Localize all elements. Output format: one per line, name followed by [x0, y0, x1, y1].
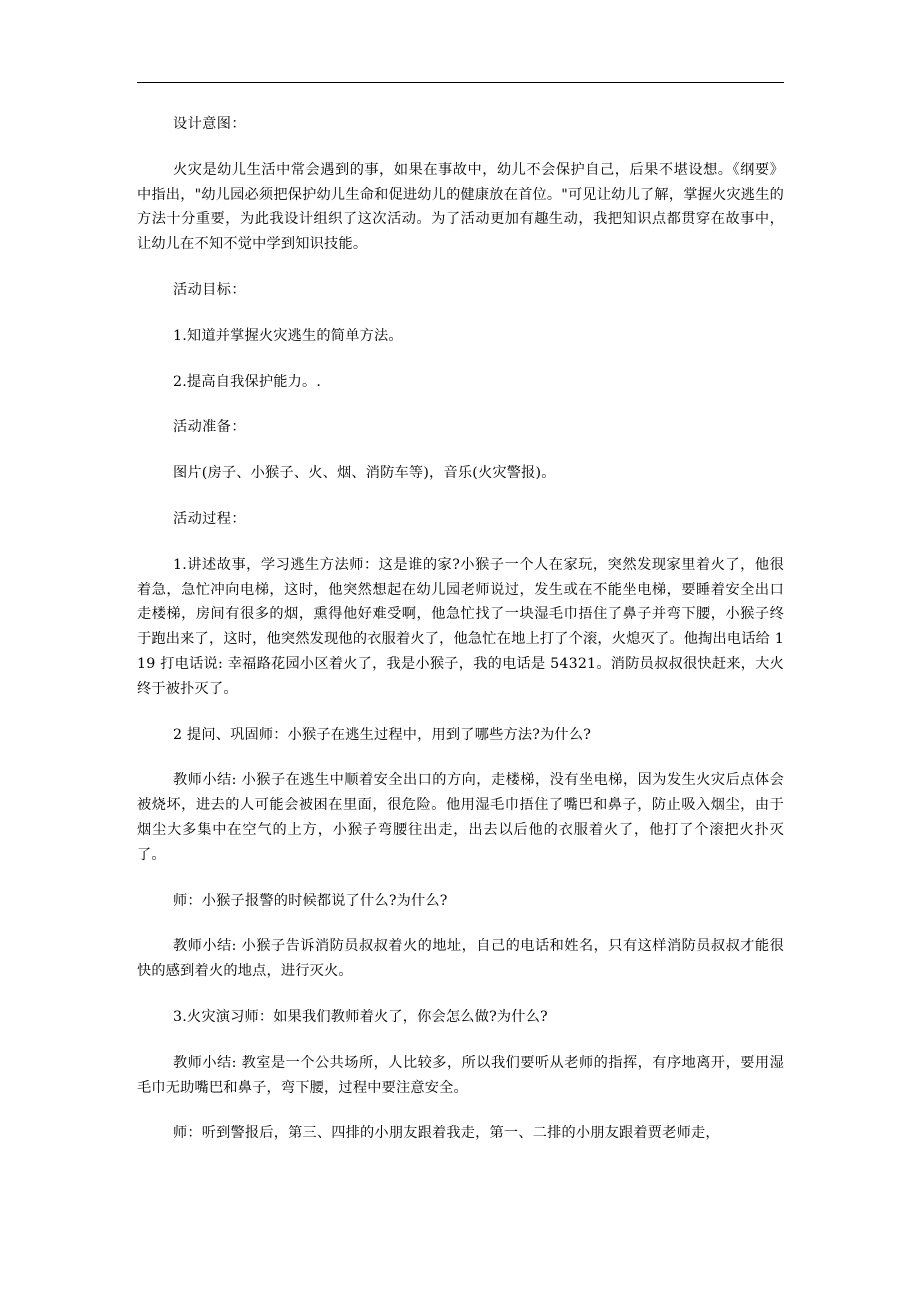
- paragraph-drill: 3.火灾演习师：如果我们教师着火了，你会怎么做?为什么?: [173, 1008, 548, 1025]
- paragraph-goal-1: 1.知道并掌握火灾逃生的简单方法。: [173, 327, 403, 344]
- paragraph-goals-heading: 活动目标：: [173, 281, 246, 298]
- paragraph-summary-3: 教师小结: 教室是一个公共场所，人比较多，所以我们要听从老师的指挥，有序地离开，要用湿毛巾无助嘴巴和鼻子，弯下腰，过程中要注意安全。: [137, 1054, 784, 1096]
- paragraph-teacher-instruction: 师：听到警报后，第三、四排的小朋友跟着我走，第一、二排的小朋友跟着贾老师走，: [173, 1125, 720, 1142]
- paragraph-goal-2: 2.提高自我保护能力。.: [173, 373, 322, 390]
- paragraph-design-intent: 火灾是幼儿生活中常会遇到的事，如果在事故中，幼儿不会保护自己，后果不堪设想。《纲要》中指出，"幼儿园必须把保护幼儿生命和促进幼儿的健康放在首位。"可见让幼儿了解，掌握火灾逃生的方法十分重要，为此我设计组织了这次活动。为了活动更加有趣生动，我把知识点都贯穿在故事中，让幼儿在不知不觉中学到知识技能。: [137, 161, 784, 253]
- paragraph-preparation: 图片(房子、小猴子、火、烟、消防车等)，音乐(火灾警报)。: [173, 465, 556, 482]
- paragraph-process-heading: 活动过程：: [173, 510, 246, 527]
- paragraph-preparation-heading: 活动准备：: [173, 419, 246, 436]
- paragraph-design-intent-heading: 设计意图：: [173, 116, 246, 132]
- paragraph-summary-2: 教师小结: 小猴子告诉消防员叔叔着火的地址，自己的电话和姓名，只有这样消防员叔叔才能很快的感到着火的地点，进行灭火。: [137, 938, 784, 980]
- paragraph-question-1: 2 提问、巩固师：小猴子在逃生过程中，用到了哪些方法?为什么?: [173, 726, 592, 743]
- document-body: [137, 112, 784, 1167]
- header-rule: [137, 82, 784, 83]
- paragraph-summary-1: 教师小结: 小猴子在逃生中顺着安全出口的方向，走楼梯，没有坐电梯，因为发生火灾后点体会被烧坏，进去的人可能会被困在里面，很危险。他用湿毛巾捂住了嘴巴和鼻子，防止吸入烟尘，由于烟尘大多集中在空气的上方，小猴子弯腰往出走，出去以后他的衣服着火了，他打了个滚把火扑灭了。: [137, 772, 784, 863]
- paragraph-story: 1.讲述故事，学习逃生方法师：这是谁的家?小猴子一个人在家玩，突然发现家里着火了，他很着急，急忙冲向电梯，这时，他突然想起在幼儿园老师说过，发生或在不能坐电梯，要睡着安全出口走楼梯，房间有很多的烟，熏得他好难受啊，他急忙找了一块湿毛巾捂住了鼻子并弯下腰，小猴子终于跑出来了，这时，他突然发现他的衣服着火了，他急忙在地上打了个滚，火熄灭了。他掏出电话给 119 打电话说: 幸福路花园小区着火了，我是小猴子，我的电话是 54321。消防员叔叔很快赶来，大火终于被扑灭了。: [137, 556, 784, 697]
- paragraph-question-2: 师：小猴子报警的时候都说了什么?为什么?: [173, 892, 448, 909]
